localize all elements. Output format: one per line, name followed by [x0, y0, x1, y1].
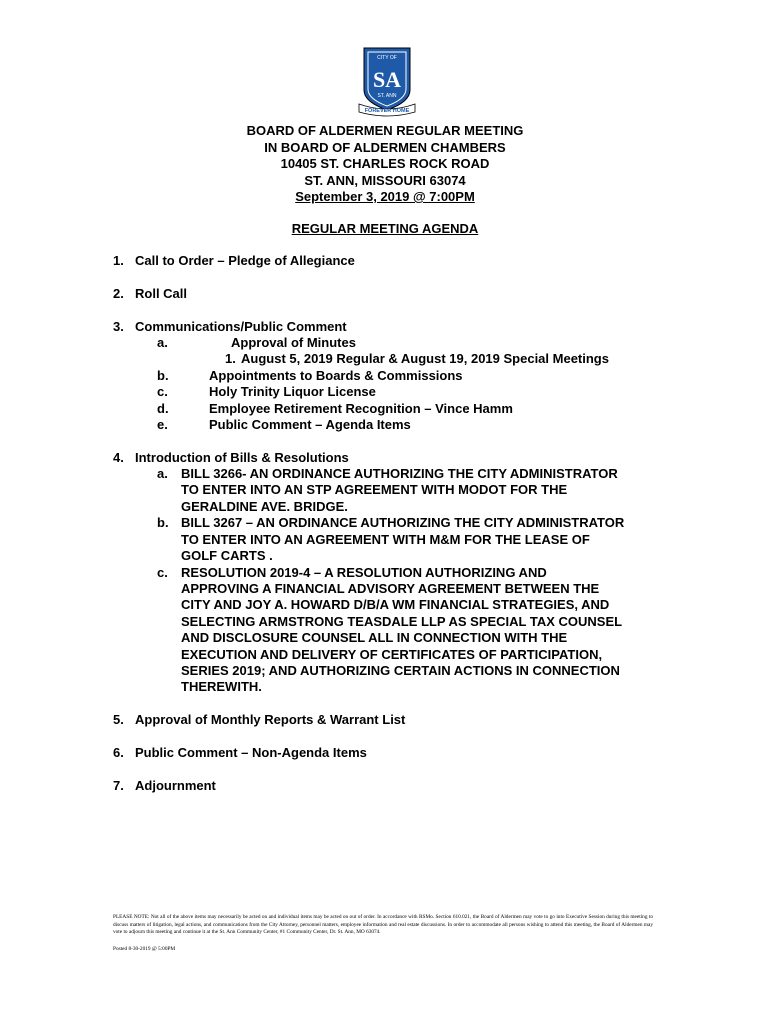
item-text: Call to Order – Pledge of Allegiance [135, 253, 355, 268]
sub-sub-item-text: August 5, 2019 Regular & August 19, 2019 Special Meetings [241, 351, 609, 367]
sub-item-3e [113, 417, 673, 433]
sub-item-text: Appointments to Boards & Commissions [209, 367, 463, 383]
agenda-item-7 [113, 778, 673, 794]
sub-item-text: Holy Trinity Liquor License [209, 384, 376, 400]
sub-item-3a [113, 335, 673, 351]
header-line-date: September 3, 2019 @ 7:00PM [295, 189, 475, 204]
agenda-items [113, 253, 673, 794]
please-note-text: PLEASE NOTE: Not all of the above items may necessarily be acted on and individual items may be acted on out of order. In accordance with RSMo. Section 610.021, the Board of Aldermen may vote to go into Executive Session during this meeting to discuss matters of litigation, legal actions, and communications from the City Attorney, personnel matters, employee information and real estate discussions. In order to accommodate all persons wishing to attend this meeting, the Board of Aldermen may vote to adjourn this meeting and continue it at the St. Ann Community Center, #1 Community Center, Dr. St. Ann, MO 63074. [113, 914, 653, 936]
header-line-street: 10405 ST. CHARLES ROCK ROAD [280, 156, 490, 171]
seal-bottom-text: ST. ANN [377, 93, 397, 99]
bill-line: TO ENTER INTO AN AGREEMENT WITH M&M FOR THE LEASE OF [181, 531, 590, 547]
sub-item-letter: e. [157, 416, 168, 432]
meeting-header [0, 123, 770, 206]
sub-item-letter: b. [157, 515, 169, 531]
sub-item-letter: a. [157, 466, 168, 482]
sub-item-3b [113, 368, 673, 384]
item-number: 5. [113, 712, 124, 728]
item-text: Public Comment – Non-Agenda Items [135, 744, 367, 760]
sub-item-3c [113, 384, 673, 400]
resolution-line: SELECTING ARMSTRONG TEASDALE LLP AS SPECIAL TAX COUNSEL [181, 613, 623, 629]
sub-item-text: Public Comment – Agenda Items [209, 416, 411, 432]
bill-line: GERALDINE AVE. BRIDGE. [181, 498, 348, 514]
item-text: Adjournment [135, 777, 216, 793]
bill-line: TO ENTER INTO AN STP AGREEMENT WITH MODOT FOR THE [181, 482, 568, 498]
agenda-item-6 [113, 745, 673, 761]
agenda-item-1 [113, 253, 673, 269]
resolution-line: THEREWITH. [181, 679, 262, 695]
sub-item-letter: d. [157, 400, 169, 416]
bill-line: GOLF CARTS . [181, 548, 273, 564]
agenda-title: REGULAR MEETING AGENDA [291, 221, 479, 236]
sub-item-3a-1 [113, 351, 673, 367]
city-seal-logo [356, 46, 418, 118]
header-line-location: IN BOARD OF ALDERMEN CHAMBERS [264, 139, 506, 155]
resolution-line: RESOLUTION 2019-4 – A RESOLUTION AUTHORIZING AND [181, 564, 547, 580]
sub-item-3d [113, 401, 673, 417]
sub-item-letter: b. [157, 367, 169, 383]
item-text: Communications/Public Comment [135, 318, 347, 334]
item-number: 7. [113, 777, 124, 793]
resolution-line: AND DISCLOSURE COUNSEL ALL IN CONNECTION WITH THE [181, 630, 568, 646]
seal-top-text: CITY OF [377, 55, 397, 61]
sub-item-text: Employee Retirement Recognition – Vince Hamm [209, 400, 513, 416]
resolution-line: EXECUTION AND DELIVERY OF CERTIFICATES OF PARTICIPATION, [181, 646, 603, 662]
item-number: 4. [113, 449, 124, 465]
item-number: 1. [113, 253, 124, 268]
agenda-item-2 [113, 286, 673, 302]
item-number: 3. [113, 318, 124, 334]
agenda-item-3 [113, 319, 673, 335]
seal-banner-text: FOREVER HOME [364, 108, 410, 114]
seal-initials: SA [372, 67, 402, 92]
sub-item-letter: c. [157, 564, 168, 580]
bill-line: BILL 3267 – AN ORDINANCE AUTHORIZING THE CITY ADMINISTRATOR [181, 515, 625, 531]
resolution-line: SERIES 2019; AND AUTHORIZING CERTAIN ACTIONS IN CONNECTION [181, 662, 620, 678]
sub-item-letter: c. [157, 384, 168, 400]
agenda-item-4 [113, 450, 673, 466]
bill-item-4a [113, 466, 673, 515]
bill-item-4b [113, 515, 673, 564]
sub-sub-item-number: 1. [225, 351, 236, 367]
resolution-line: APPROVING A FINANCIAL ADVISORY AGREEMENT BETWEEN THE [181, 580, 600, 596]
item-number: 6. [113, 744, 124, 760]
posted-timestamp: Posted 8-30-2019 @ 5:00PM [113, 946, 176, 952]
resolution-line: CITY AND JOY A. HOWARD D/B/A WM FINANCIAL STRATEGIES, AND [181, 597, 610, 613]
item-text: Introduction of Bills & Resolutions [135, 449, 349, 465]
header-line-city: ST. ANN, MISSOURI 63074 [304, 172, 466, 188]
item-text: Roll Call [135, 285, 188, 301]
bill-line: BILL 3266- AN ORDINANCE AUTHORIZING THE CITY ADMINISTRATOR [181, 466, 618, 482]
item-number: 2. [113, 285, 124, 301]
resolution-item-4c [113, 565, 673, 696]
item-text: Approval of Monthly Reports & Warrant List [135, 712, 406, 728]
header-line-title: BOARD OF ALDERMEN REGULAR MEETING [246, 123, 524, 138]
agenda-item-5 [113, 712, 673, 728]
sub-item-letter: a. [157, 334, 168, 350]
sub-item-text: Approval of Minutes [231, 334, 356, 350]
